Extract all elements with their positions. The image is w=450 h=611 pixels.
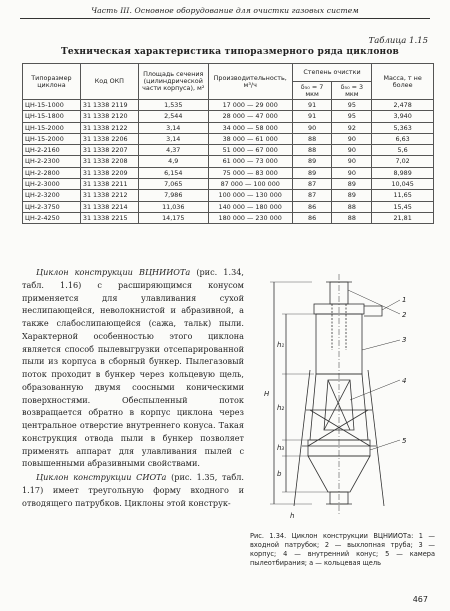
table-cell: ЦН-15-2000 xyxy=(23,133,81,144)
col-header-area: Площадь сечения (цилиндрической части корпуса), м² xyxy=(138,64,208,100)
paragraph-body: (рис. 1.34, табл. 1.16) с расширяющимся конусом применяется для улавливания сухой неслипающейся, неволокнистой и абразивной, а также слабослипающейся (сажа, тальк) пыли. Характерной особенностью этого циклона является способ пылевыгрузки отсепарированной пыли из корпуса в сборный бункер. Пылегазовый поток проходит в бункер через кольцевую щель, образованную двумя соосными коническими поверхностями. Обеспыленный поток возвращается обратно в корпус циклона через центральное отверстие внутреннего конуса. Такая конструкция отвода пыли в бункер позволяет применять аппарат для улавливания пылей с повышенными абразивными свойствами. xyxy=(22,267,244,469)
header-rule xyxy=(20,18,430,19)
table-cell: 90 xyxy=(292,122,332,133)
table-cell: ЦН-2-3750 xyxy=(23,201,81,212)
table-cell: 87 000 — 100 000 xyxy=(208,179,292,190)
table-cell: ЦН-15-1800 xyxy=(23,111,81,122)
table-row xyxy=(23,145,434,156)
table-cell: 31 1338 2119 xyxy=(80,100,138,111)
table-cell: 4,9 xyxy=(138,156,208,167)
table-cell: 91 xyxy=(292,100,332,111)
callout-label: 2 xyxy=(402,311,407,319)
body-text xyxy=(22,266,244,509)
table-cell: 88 xyxy=(332,201,372,212)
callout-label: 3 xyxy=(402,336,407,344)
table-row xyxy=(23,190,434,201)
table-title: Техническая характеристика типоразмерного ряда циклонов xyxy=(61,47,399,57)
table-cell: 31 1338 2208 xyxy=(80,156,138,167)
table-cell: 95 xyxy=(332,100,372,111)
table-cell: 88 xyxy=(332,212,372,223)
table-cell: 6,63 xyxy=(372,133,434,144)
table-row xyxy=(23,167,434,178)
table-cell: 2,544 xyxy=(138,111,208,122)
table-cell: 2,478 xyxy=(372,100,434,111)
table-cell: 88 xyxy=(292,145,332,156)
table-cell: 10,045 xyxy=(372,179,434,190)
dimension-label: h₁ xyxy=(277,341,285,349)
table-row xyxy=(23,133,434,144)
table-cell: 89 xyxy=(332,179,372,190)
table-cell: 7,986 xyxy=(138,190,208,201)
table-cell: 5,363 xyxy=(372,122,434,133)
table-cell: 91 xyxy=(292,111,332,122)
table-cell: 31 1338 2206 xyxy=(80,133,138,144)
table-cell: 6,154 xyxy=(138,167,208,178)
table-cell: 100 000 — 130 000 xyxy=(208,190,292,201)
table-cell: 87 xyxy=(292,190,332,201)
table-cell: 51 000 — 67 000 xyxy=(208,145,292,156)
table-cell: ЦН-15-2000 xyxy=(23,122,81,133)
cyclone-drawing xyxy=(250,270,435,530)
col-header-eff-b: δ₅₀ = 3 мкм xyxy=(332,82,372,100)
table-cell: 90 xyxy=(332,156,372,167)
table-cell: 34 000 — 58 000 xyxy=(208,122,292,133)
table-cell: ЦН-2-3200 xyxy=(23,190,81,201)
table-row xyxy=(23,212,434,223)
table-cell: 1,535 xyxy=(138,100,208,111)
table-row xyxy=(23,100,434,111)
table-cell: 92 xyxy=(332,122,372,133)
table-cell: 3,14 xyxy=(138,133,208,144)
dimension-label: b xyxy=(277,470,282,478)
table-cell: 31 1338 2122 xyxy=(80,122,138,133)
cyclone-spec-table xyxy=(22,63,434,224)
paragraph-vcniiot xyxy=(22,266,244,470)
table-cell: 7,065 xyxy=(138,179,208,190)
table-cell: 90 xyxy=(332,167,372,178)
table-cell: 21,81 xyxy=(372,212,434,223)
col-header-eff-a: δ₅₀ = 7 мкм xyxy=(292,82,332,100)
figure-caption: Рис. 1.34. Циклон конструкции ВЦНИИОТа: 1 — входной патрубок; 2 — выхлопная труба; 3 — корпус; 4 — внутренний конус; 5 — камера пылеотбирания; a — кольцевая щель xyxy=(250,532,435,567)
table-cell: 38 000 — 61 000 xyxy=(208,133,292,144)
col-header-code: Код ОКП xyxy=(80,64,138,100)
table-cell: 31 1338 2211 xyxy=(80,179,138,190)
dimension-label: h₂ xyxy=(277,404,285,412)
table-cell: 8,989 xyxy=(372,167,434,178)
dimension-label: h xyxy=(290,512,295,520)
paragraph-body: (рис. 1.35, табл. 1.17) имеет треугольную форму входного и отводящего патрубков. Циклоны этой конструк- xyxy=(22,472,244,508)
table-cell: ЦН-2-2300 xyxy=(23,156,81,167)
table-cell: 180 000 — 230 000 xyxy=(208,212,292,223)
table-number: Таблица 1.15 xyxy=(368,36,428,46)
table-cell: ЦН-2-4250 xyxy=(23,212,81,223)
table-cell: ЦН-2-3000 xyxy=(23,179,81,190)
table-row xyxy=(23,111,434,122)
table-cell: 31 1338 2212 xyxy=(80,190,138,201)
table-body xyxy=(23,100,434,224)
table-cell: 31 1338 2209 xyxy=(80,167,138,178)
table-cell: 95 xyxy=(332,111,372,122)
table-cell: 11,036 xyxy=(138,201,208,212)
paragraph-lead: Циклон конструкции ВЦНИИОТа xyxy=(36,267,191,277)
table-cell: 31 1338 2214 xyxy=(80,201,138,212)
col-header-efficiency: Степень очистки xyxy=(292,64,372,82)
dimension-label: h₃ xyxy=(277,444,285,452)
table-cell: 87 xyxy=(292,179,332,190)
table-cell: 14,175 xyxy=(138,212,208,223)
callout-label: 4 xyxy=(402,377,407,385)
paragraph-siot xyxy=(22,471,244,509)
table-cell: ЦН-15-1000 xyxy=(23,100,81,111)
running-header: Часть III. Основное оборудование для очистки газовых систем xyxy=(91,6,359,15)
table-cell: 61 000 — 73 000 xyxy=(208,156,292,167)
table-cell: 90 xyxy=(332,133,372,144)
callout-label: 5 xyxy=(402,437,407,445)
col-header-mass: Масса, т не более xyxy=(372,64,434,100)
table-cell: 11,65 xyxy=(372,190,434,201)
dimension-label: H xyxy=(264,390,270,398)
col-header-capacity: Производительность, м³/ч xyxy=(208,64,292,100)
table-cell: 31 1338 2207 xyxy=(80,145,138,156)
table-cell: 3,940 xyxy=(372,111,434,122)
table-cell: 31 1338 2215 xyxy=(80,212,138,223)
table-cell: 86 xyxy=(292,212,332,223)
table-cell: 75 000 — 83 000 xyxy=(208,167,292,178)
table-row xyxy=(23,156,434,167)
callout-label: 1 xyxy=(402,296,407,304)
table-cell: 5,6 xyxy=(372,145,434,156)
table-row xyxy=(23,201,434,212)
page-number: 467 xyxy=(412,595,428,604)
table-cell: 4,37 xyxy=(138,145,208,156)
table-cell: ЦН-2-2800 xyxy=(23,167,81,178)
table-cell: 88 xyxy=(292,133,332,144)
paragraph-lead: Циклон конструкции СИОТа xyxy=(36,472,167,482)
table-cell: 17 000 — 29 000 xyxy=(208,100,292,111)
table-cell: 31 1338 2120 xyxy=(80,111,138,122)
table-cell: 15,45 xyxy=(372,201,434,212)
col-header-size: Типоразмер циклона xyxy=(23,64,81,100)
table-cell: 7,02 xyxy=(372,156,434,167)
table-row xyxy=(23,179,434,190)
table-cell: 89 xyxy=(332,190,372,201)
table-cell: 3,14 xyxy=(138,122,208,133)
table-row xyxy=(23,122,434,133)
table-cell: 89 xyxy=(292,167,332,178)
table-cell: 90 xyxy=(332,145,372,156)
table-cell: 86 xyxy=(292,201,332,212)
table-cell: ЦН-2-2160 xyxy=(23,145,81,156)
table-cell: 89 xyxy=(292,156,332,167)
table-cell: 140 000 — 180 000 xyxy=(208,201,292,212)
table-cell: 28 000 — 47 000 xyxy=(208,111,292,122)
